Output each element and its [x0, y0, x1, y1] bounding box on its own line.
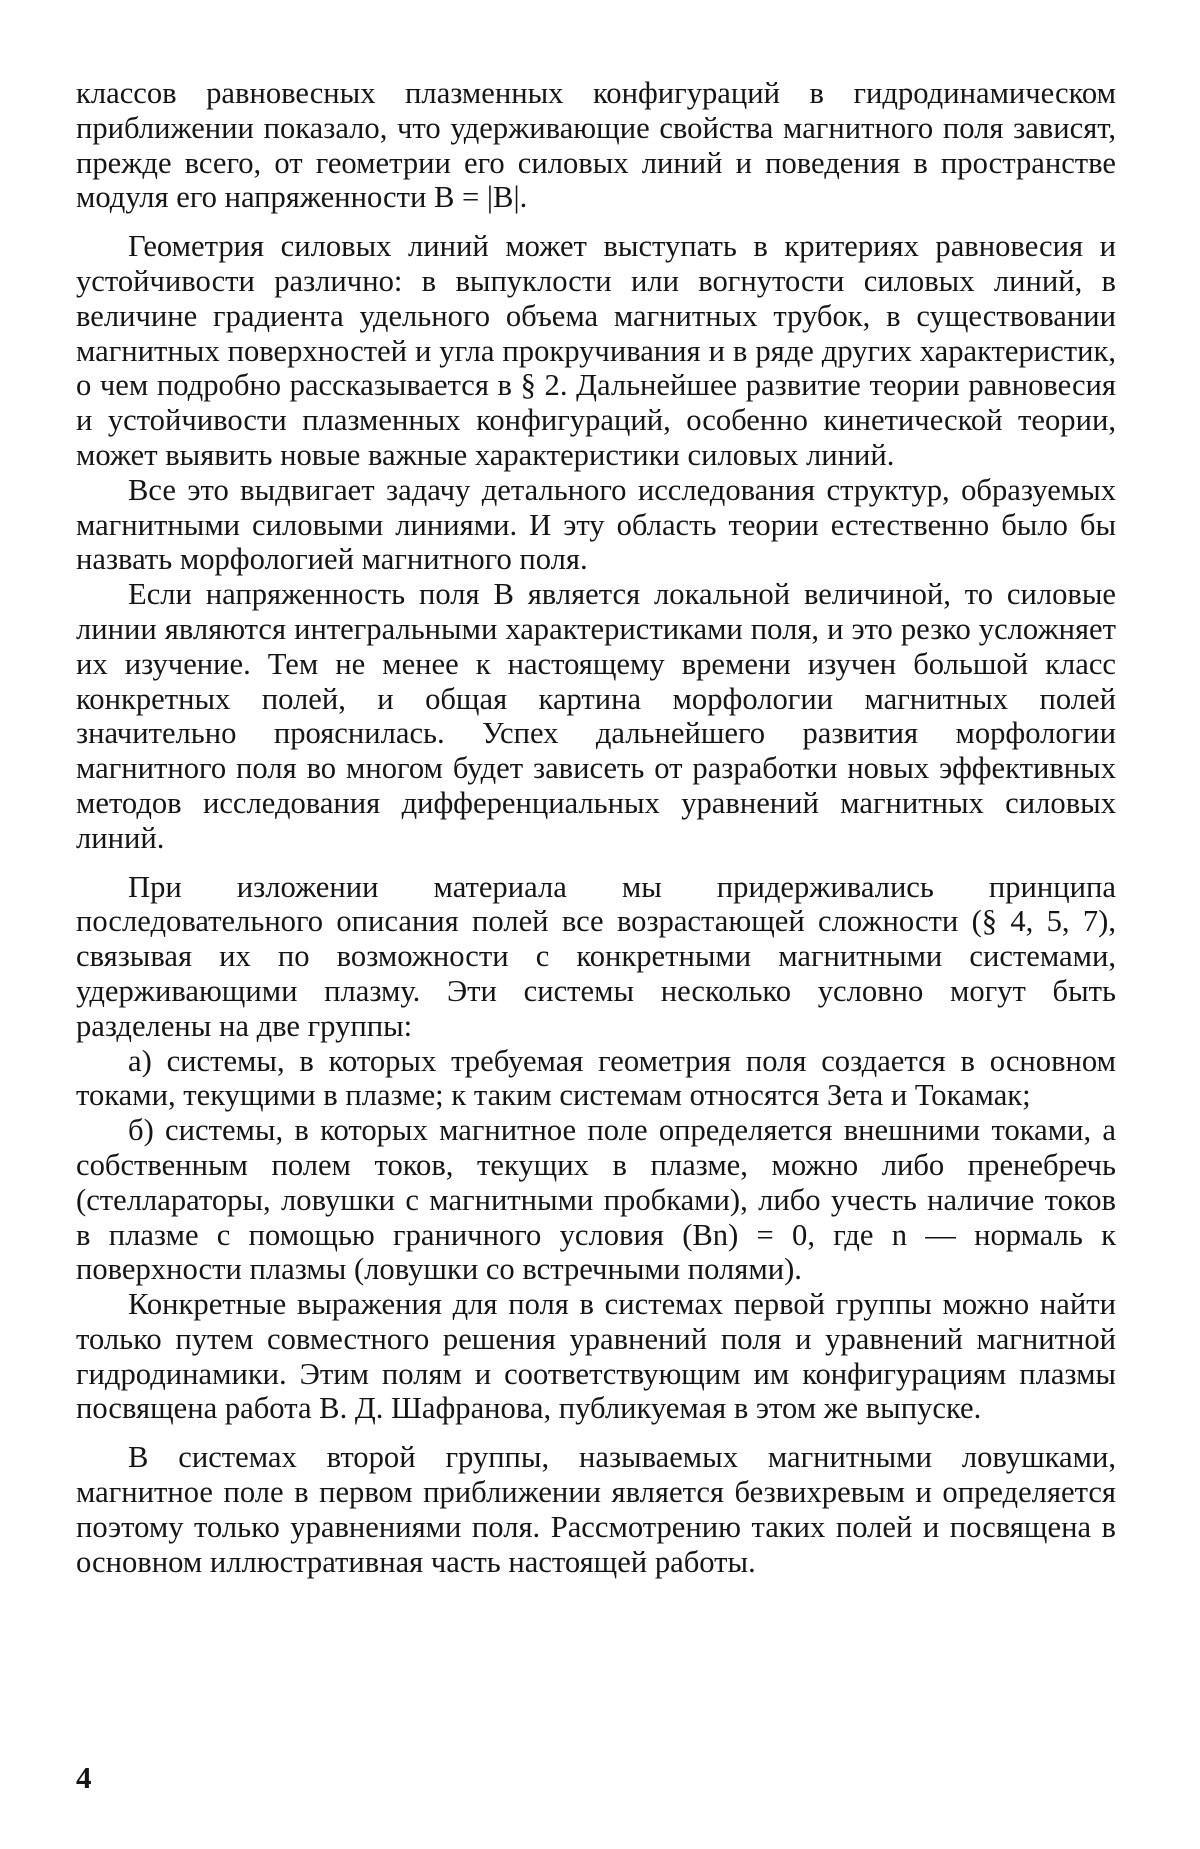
- paragraph-3: Все это выдвигает задачу детального исследования структур, образуемых магнитными силовыми линиями. И эту область теории естественно было бы назвать морфологией магнитного поля.: [76, 472, 1116, 577]
- page-number: 4: [76, 1760, 92, 1795]
- paragraph-4: Если напряженность поля B является локальной величиной, то силовые линии являются интегральными характеристиками поля, и это резко усложняет их изучение. Тем не менее к настоящему времени изучен большой класс конкретных полей, и общая картина морфологии магнитных полей значительно прояснилась. Успех дальнейшего развития морфологии магнитного поля во многом будет зависеть от разработки новых эффективных методов исследования дифференциальных уравнений магнитных силовых линий.: [76, 577, 1116, 855]
- paragraph-2: Геометрия силовых линий может выступать в критериях равновесия и устойчивости различно: в выпуклости или вогнутости силовых линий, в величине градиента удельного объема магнитных трубок, в существовании магнитных поверхностей и угла прокручивания и в ряде других характеристик, о чем подробно рассказывается в § 2. Дальнейшее развитие теории равновесия и устойчивости плазменных конфигураций, особенно кинетической теории, может выявить новые важные характеристики силовых линий.: [76, 229, 1116, 472]
- list-item-b: б) системы, в которых магнитное поле определяется внешними токами, а собственным полем токов, текущих в плазме, можно либо пренебречь (стеллараторы, ловушки с магнитными пробками), либо учесть наличие токов в плазме с помощью граничного условия (Bn) = 0, где n — нормаль к поверхности плазмы (ловушки со встречными полями).: [76, 1113, 1116, 1287]
- page-body: [76, 76, 1116, 1579]
- paragraph-9: В системах второй группы, называемых магнитными ловушками, магнитное поле в первом приближении является безвихревым и определяется поэтому только уравнениями поля. Рассмотрению таких полей и посвящена в основном иллюстративная часть настоящей работы.: [76, 1440, 1116, 1579]
- list-item-a: а) системы, в которых требуемая геометрия поля создается в основном токами, текущими в плазме; к таким системам относятся Зета и Токамак;: [76, 1043, 1116, 1113]
- paragraph-1: классов равновесных плазменных конфигураций в гидродинамическом приближении показало, что удерживающие свойства магнитного поля зависят, прежде всего, от геометрии его силовых линий и поведения в пространстве модуля его напряженности B = |B|.: [76, 76, 1116, 215]
- paragraph-5: При изложении материала мы придерживались принципа последовательного описания полей все возрастающей сложности (§ 4, 5, 7), связывая их по возможности с конкретными магнитными системами, удерживающими плазму. Эти системы несколько условно могут быть разделены на две группы:: [76, 869, 1116, 1043]
- paragraph-8: Конкретные выражения для поля в системах первой группы можно найти только путем совместного решения уравнений поля и уравнений магнитной гидродинамики. Этим полям и соответствующим им конфигурациям плазмы посвящена работа В. Д. Шафранова, публикуемая в этом же выпуске.: [76, 1287, 1116, 1426]
